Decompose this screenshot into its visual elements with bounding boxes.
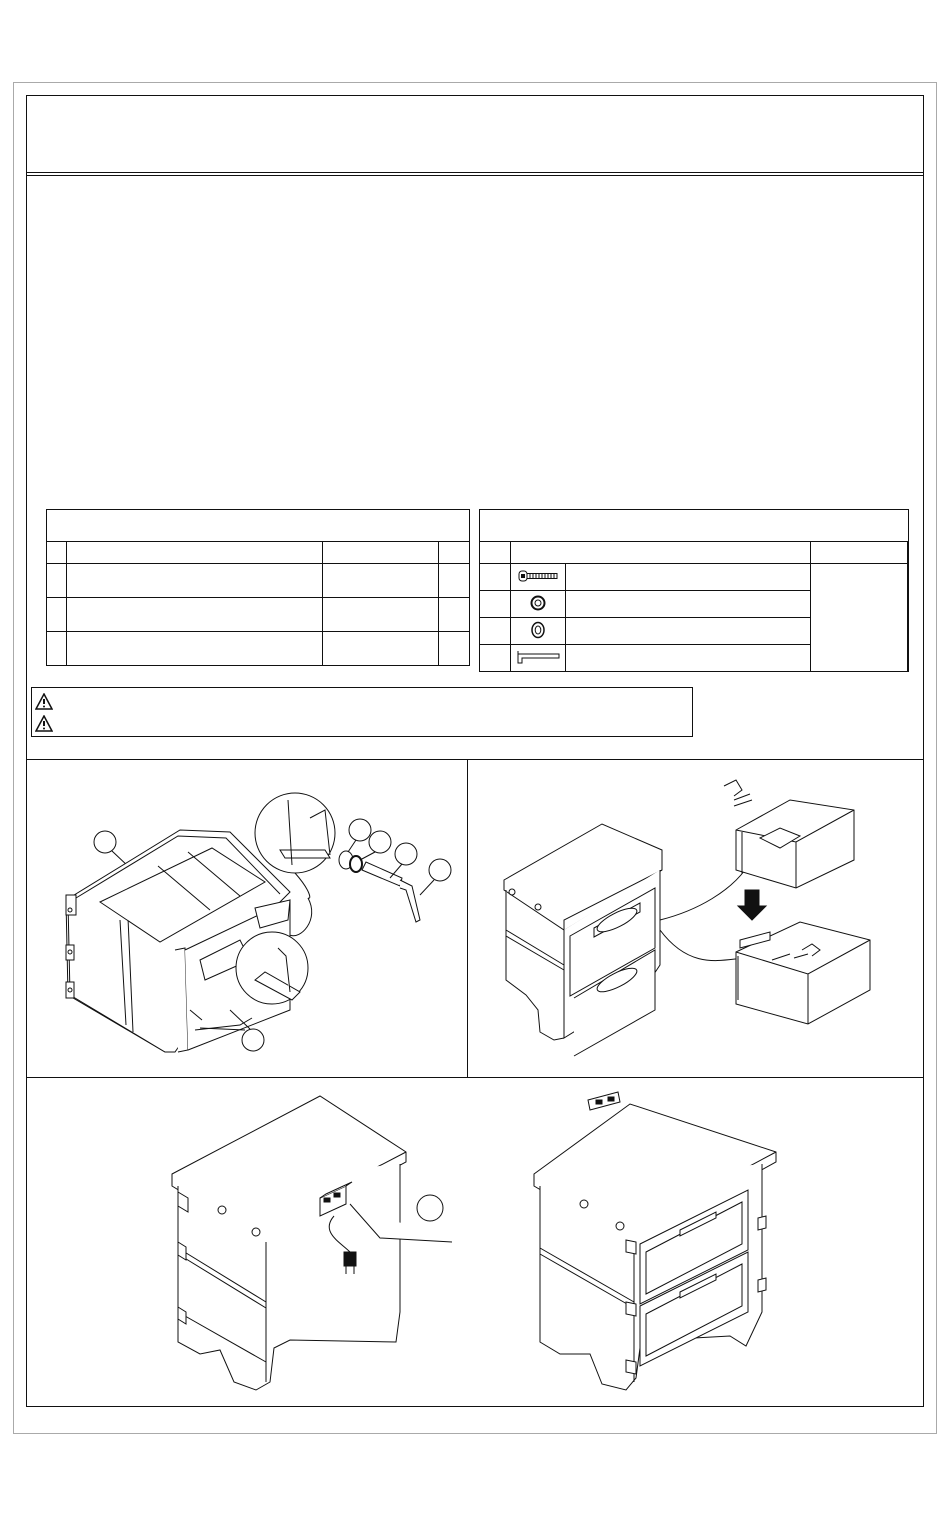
- step3-power-outlet-illustration: [160, 1092, 460, 1392]
- parts-table: [46, 509, 470, 666]
- callout-1: [94, 831, 116, 853]
- hw-qty: [907, 591, 908, 618]
- table-row: [47, 632, 470, 666]
- part-name: [67, 598, 323, 632]
- callout-6: [242, 1029, 264, 1051]
- part-name: [67, 632, 323, 666]
- parts-col-qty: [439, 542, 470, 564]
- hw-name: [566, 591, 811, 618]
- warning-row: [35, 713, 59, 733]
- steps-divider-top: [26, 759, 924, 760]
- table-row: [47, 564, 470, 598]
- part-name: [67, 564, 323, 598]
- part-qty: [439, 598, 470, 632]
- part-size: [323, 598, 439, 632]
- bolt-icon: [511, 564, 566, 591]
- allen-key-icon: [511, 645, 566, 672]
- parts-col-no: [47, 542, 67, 564]
- steps-divider-middle: [26, 1077, 924, 1078]
- callout-3: [369, 831, 391, 853]
- hw-id: [480, 618, 511, 645]
- warning-row: [35, 691, 59, 711]
- hw-col-no: [480, 542, 511, 564]
- hw-name: [566, 645, 811, 672]
- part-size: [323, 632, 439, 666]
- hw-qty: [907, 618, 908, 645]
- hw-qty: [907, 564, 908, 591]
- hw-col-qty: [907, 542, 908, 564]
- hw-id: [480, 645, 511, 672]
- hw-col-name: [511, 542, 811, 564]
- callout-4: [395, 843, 417, 865]
- steps-divider-vertical: [467, 759, 468, 1077]
- step4-finished-nightstand-illustration: [530, 1092, 790, 1392]
- part-id: [47, 632, 67, 666]
- step1-leg-assembly-illustration: [40, 770, 460, 1070]
- header-divider-double: [26, 175, 924, 176]
- header-title: [30, 110, 920, 160]
- parts-col-size: [323, 542, 439, 564]
- part-id: [47, 598, 67, 632]
- callout-outlet: [417, 1195, 443, 1221]
- step2-drawer-handle-illustration: [490, 770, 910, 1070]
- header-divider: [26, 172, 924, 173]
- warning-box: [31, 687, 693, 737]
- part-size: [323, 564, 439, 598]
- parts-col-name: [67, 542, 323, 564]
- table-row: [47, 598, 470, 632]
- hw-name: [566, 564, 811, 591]
- warning-icon: [35, 715, 53, 732]
- parts-table-title: [47, 510, 470, 542]
- hardware-table-title: [480, 510, 909, 542]
- callout-5: [429, 859, 451, 881]
- part-id: [47, 564, 67, 598]
- warning-icon: [35, 693, 53, 710]
- hw-id: [480, 591, 511, 618]
- hw-id: [480, 564, 511, 591]
- hw-name: [566, 618, 811, 645]
- callout-2: [349, 819, 371, 841]
- hw-size: [810, 564, 907, 672]
- hw-col-size: [810, 542, 907, 564]
- flat-washer-icon: [511, 618, 566, 645]
- table-row: [480, 564, 909, 591]
- hw-qty: [907, 645, 908, 672]
- lock-washer-icon: [511, 591, 566, 618]
- part-qty: [439, 564, 470, 598]
- part-qty: [439, 632, 470, 666]
- hardware-table: [479, 509, 909, 672]
